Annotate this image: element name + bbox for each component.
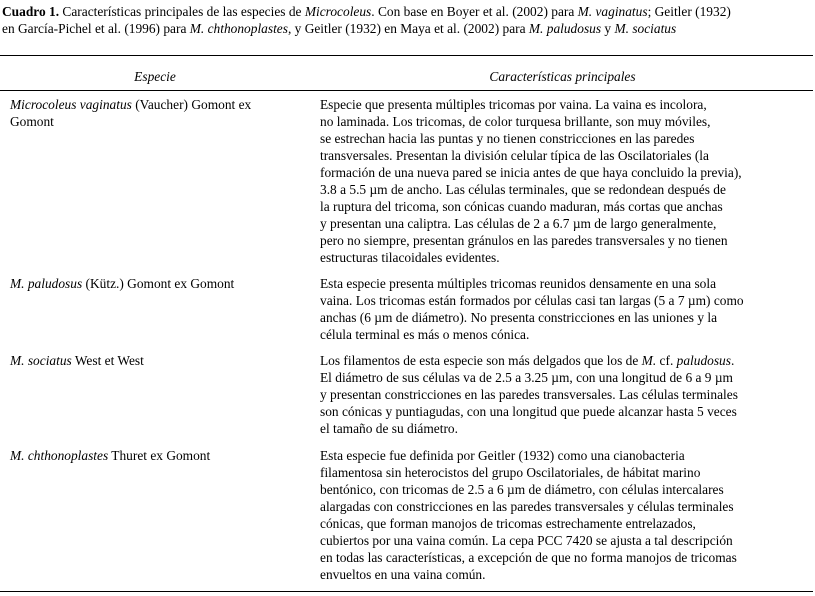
description-cell: Los filamentos de esta especie son más delgados que los de M. cf. paludosus. El diámetro de sus células va de 2.5 a 3.25 µm, con una longitud de 6 a 9 µm y presentan constricciones en las paredes transversales. Las células terminales son cónicas y puntiagudas, con una longitud que puede alcanzar hasta 5 veces el tamaño de su diámetro. xyxy=(320,353,738,436)
top-rule xyxy=(0,55,813,56)
species-cell: M. chthonoplastes Thuret ex Gomont xyxy=(10,448,211,463)
header-rule xyxy=(0,90,813,91)
table-caption xyxy=(2,3,807,37)
caption-line-2: en García-Pichel et al. (1996) para M. chthonoplastes, y Geitler (1932) en Maya et al. (2002) para M. paludosus y M. sociatus xyxy=(2,21,677,36)
species-cell: Microcoleus vaginatus (Vaucher) Gomont ex Gomont xyxy=(10,97,252,129)
caption-line-1: Cuadro 1. Características principales de las especies de Microcoleus. Con base en Boyer et al. (2002) para M. vaginatus; Geitler (1932) xyxy=(2,4,731,19)
description-cell: Esta especie fue definida por Geitler (1932) como una cianobacteria filamentosa sin heterocistos del grupo Oscilatoriales, de hábitat marino bentónico, con tricomas de 2.5 a 6 µm de diámetro, con células intercalares alargadas con constricciones en las paredes transversales y células terminales cónicas, que forman manojos de tricomas estrechamente entrelazados, cubiertos por una vaina común. La cepa PCC 7420 se ajusta a tal descripción en todas las características, a excepción de que no forma manojos de tricomas envueltos en una vaina común. xyxy=(320,448,737,582)
description-cell: Esta especie presenta múltiples tricomas reunidos densamente en una sola vaina. Los tricomas están formados por células casi tan largas (5 a 7 µm) como anchas (6 µm de diámetro). No presenta constricciones en las uniones y la célula terminal es más o menos cónica. xyxy=(320,276,744,342)
bottom-rule xyxy=(0,591,813,592)
species-cell: M. sociatus West et West xyxy=(10,353,144,368)
description-cell: Especie que presenta múltiples tricomas por vaina. La vaina es incolora, no laminada. Los tricomas, de color turquesa brillante, son muy móviles, se estrechan hacia las puntas y no tienen constricciones en las paredes transversales. Presentan la división celular típica de las Oscilatoriales (la formación de una nueva pared se inicia antes de que haya concluido la previa), 3.8 a 5.5 µm de ancho. Las células terminales, que se redondean después de la ruptura del tricoma, son cónicas cuando maduran, más cortas que anchas y presentan una caliptra. Las células de 2 a 6.7 µm de largo generalmente, pero no siempre, presentan gránulos en las paredes transversales y no tienen estructuras tilacoidales evidentes. xyxy=(320,97,742,265)
header-species: Especie xyxy=(134,69,176,84)
species-cell: M. paludosus (Kütz.) Gomont ex Gomont xyxy=(10,276,235,291)
caption-label: Cuadro 1. xyxy=(2,4,60,19)
header-characteristics: Características principales xyxy=(489,69,636,84)
